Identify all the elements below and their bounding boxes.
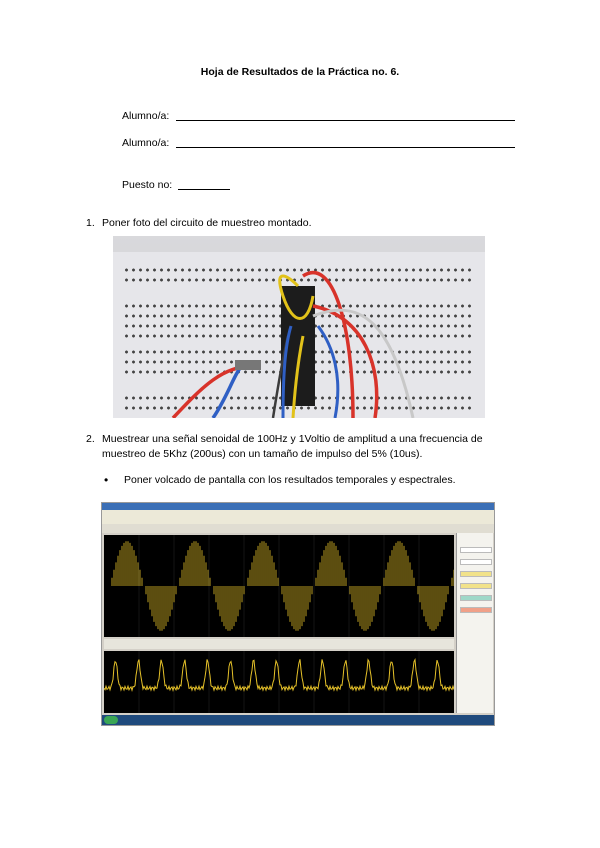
item-2-text-line1: Muestrear una señal senoidal de 100Hz y 1Voltio de amplitud a una frecuencia de <box>102 433 483 445</box>
panel-control <box>460 559 492 565</box>
windows-taskbar <box>102 715 494 725</box>
time-domain-plot <box>104 535 454 637</box>
scope-menubar <box>102 510 494 525</box>
panel-control <box>460 547 492 553</box>
item-1 <box>86 216 526 232</box>
blue-wire-2 <box>283 326 291 418</box>
student-line-2[interactable] <box>176 147 515 148</box>
circuit-photo <box>113 236 485 418</box>
probe-connector <box>235 360 261 370</box>
plot-divider <box>104 639 454 649</box>
student-line-1[interactable] <box>176 120 515 121</box>
spectrum-plot <box>104 651 454 713</box>
item-2 <box>86 432 526 462</box>
panel-control <box>460 571 492 577</box>
item-1-number: 1. <box>86 217 95 229</box>
bullet-dot: • <box>104 473 109 487</box>
item-2-text-line2: muestreo de 5Khz (200us) con un tamaño de impulso del 5% (10us). <box>102 448 423 460</box>
item-1-text: Poner foto del circuito de muestreo montado. <box>102 217 312 229</box>
student-label-1: Alumno/a: <box>122 110 170 122</box>
panel-control <box>460 595 492 601</box>
bullet-text: Poner volcado de pantalla con los resultados temporales y espectrales. <box>124 474 456 486</box>
panel-control <box>460 607 492 613</box>
scope-toolbar <box>102 524 494 533</box>
yellow-wire <box>293 336 303 418</box>
scope-side-panel <box>456 533 493 713</box>
gray-wire <box>313 310 413 418</box>
bullet-item <box>104 474 504 488</box>
scope-titlebar <box>102 503 494 510</box>
wires-overlay <box>113 236 485 418</box>
panel-control <box>460 583 492 589</box>
blue-wire-3 <box>318 326 338 418</box>
item-2-number: 2. <box>86 433 95 445</box>
red-wire <box>173 366 253 418</box>
start-button <box>104 716 118 724</box>
student-label-2: Alumno/a: <box>122 137 170 149</box>
seat-label: Puesto no: <box>122 179 173 191</box>
yellow-loop-wire <box>280 276 313 319</box>
oscilloscope-screenshot <box>101 502 495 726</box>
seat-line[interactable] <box>178 189 230 190</box>
page-title: Hoja de Resultados de la Práctica no. 6. <box>200 66 400 78</box>
